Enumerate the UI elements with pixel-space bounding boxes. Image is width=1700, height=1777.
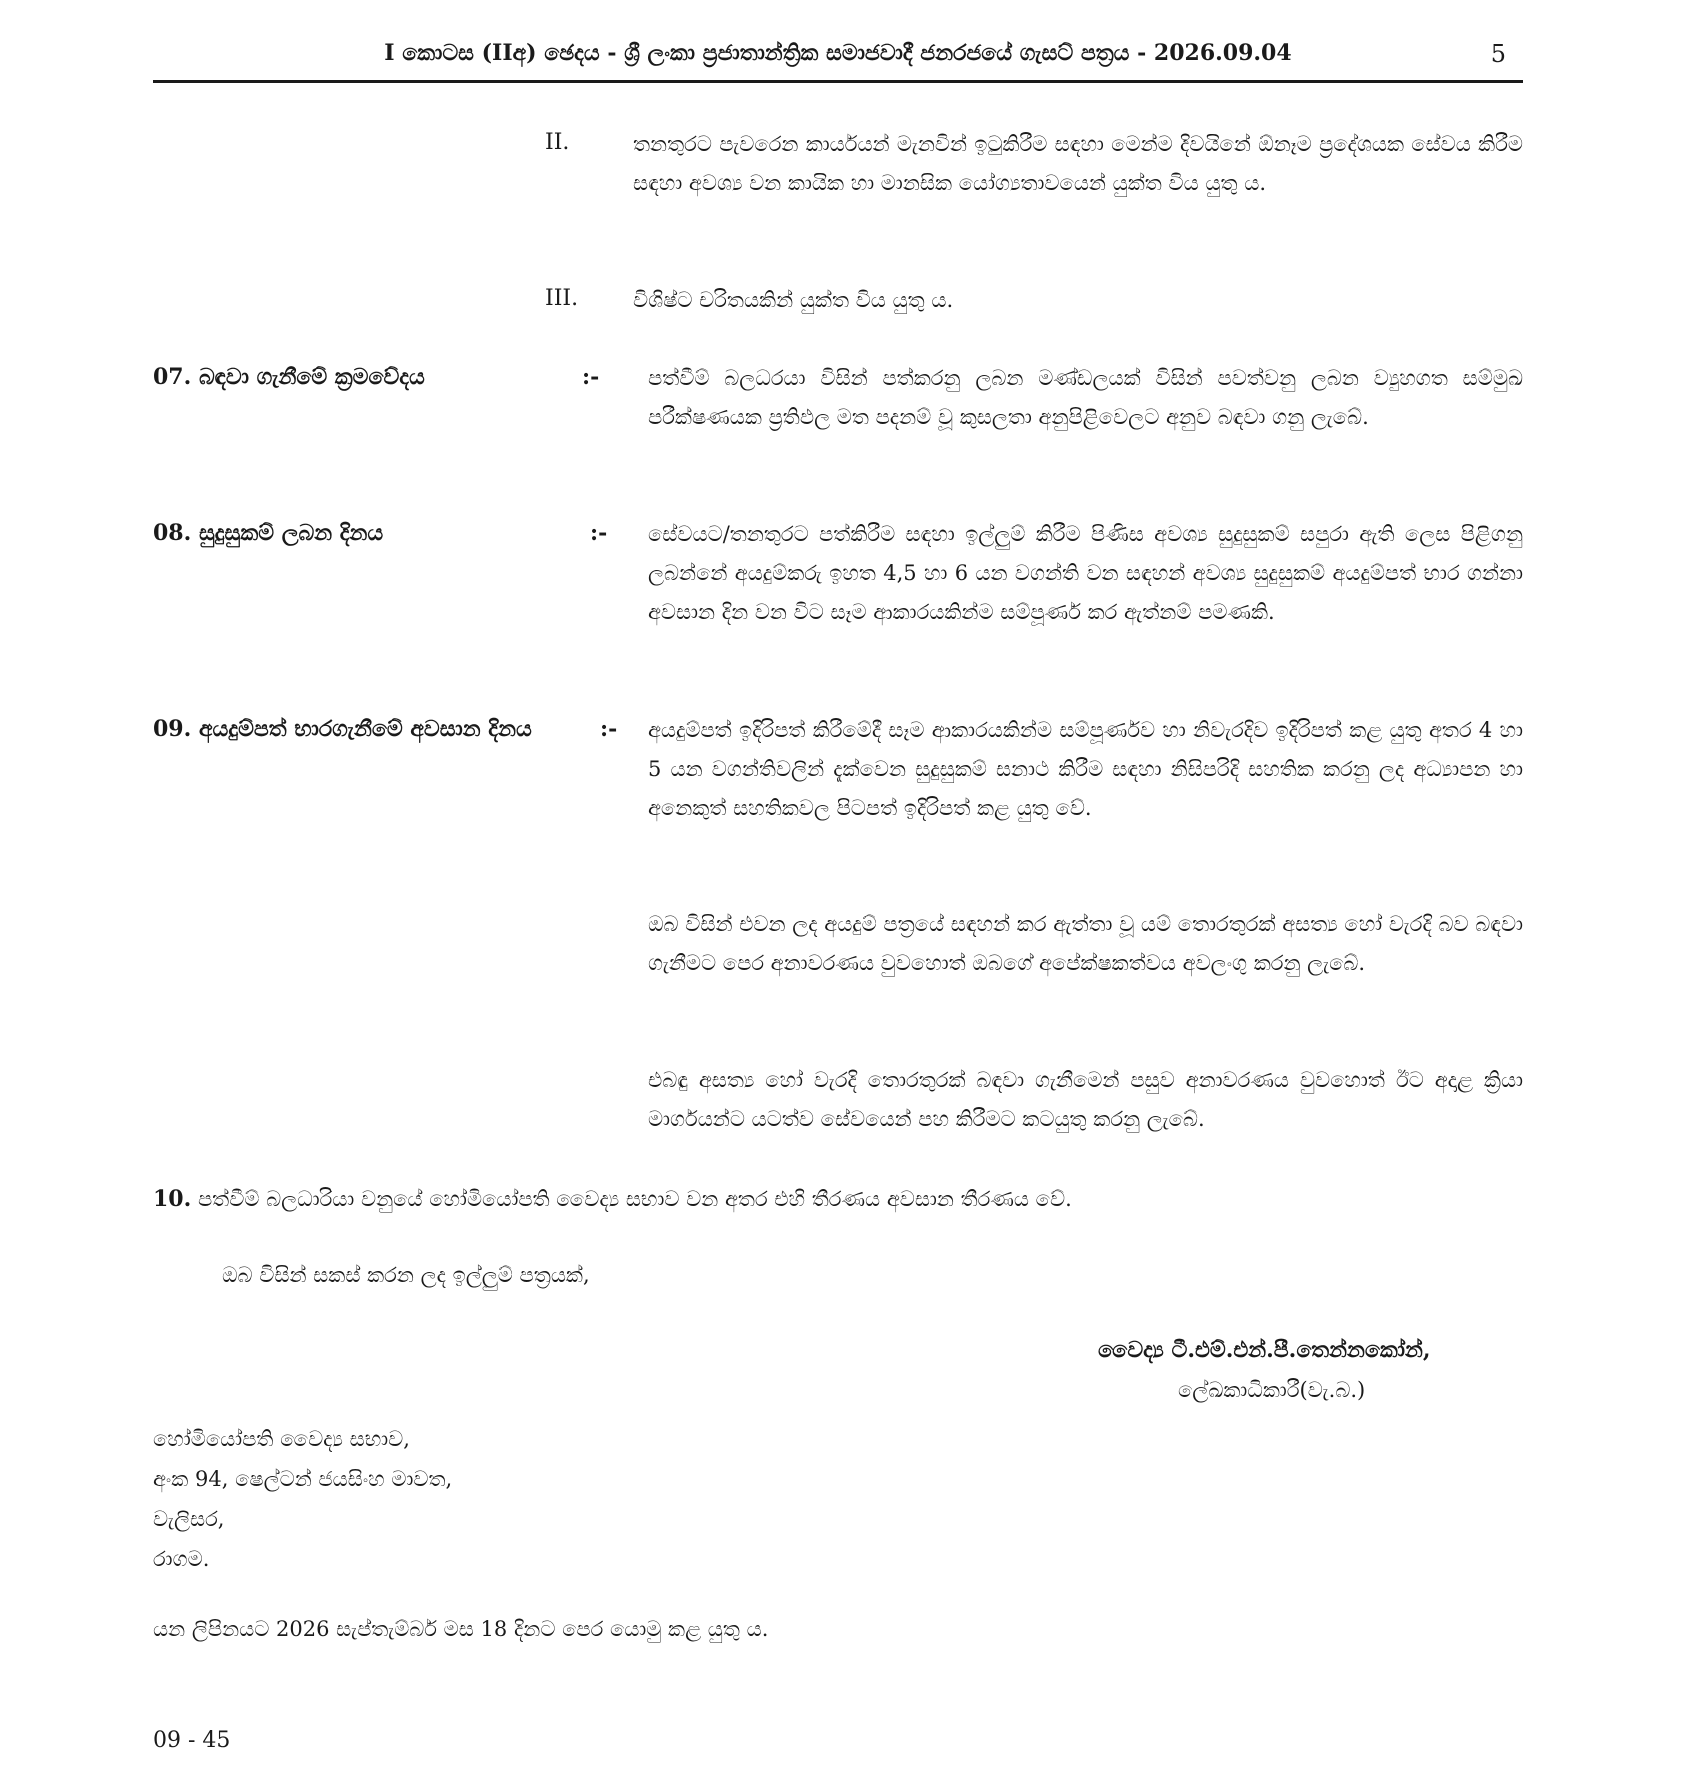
address-line: හෝමියෝපති වෛද්‍ය සභාව, (153, 1427, 410, 1451)
section-colon: :- (600, 716, 618, 742)
page-header-title: I කොටස (IIඅ) ඡෙදය - ශ්‍රී ලංකා ප්‍රජාතාන්ත්‍රික සමාජවාදී ජනරජයේ ගැසට් පත්‍රය - 2026.09.04 (384, 40, 1292, 66)
section-10-text: පත්වීම් බලධාරියා වනුයේ හෝමියෝපති වෛද්‍ය සභාව වන අතර එහි තීරණය අවසාන තීරණය වේ. (197, 1187, 1072, 1211)
requirement-text: විශිෂ්ට චරිතයකින් යුක්ත විය යුතු ය. (633, 288, 954, 312)
deadline-note: යන ලිපිනයට 2026 සැප්තැම්බර් මස 18 දිනට පෙර යොමු කළ යුතු ය. (153, 1617, 769, 1641)
page-number: 5 (1490, 40, 1506, 68)
section-heading (153, 716, 532, 742)
section-heading (153, 364, 425, 390)
section-10 (153, 1186, 1072, 1212)
section-heading (153, 520, 383, 546)
section-number: 10. (153, 1186, 192, 1212)
closing-intro: ඔබ විසින් සකස් කරන ලද ඉල්ලුම් පත්‍රයක්, (222, 1263, 590, 1287)
address-line: වැලිසර, (153, 1507, 225, 1531)
section-label: සුදුසුකම් ලබන දිනය (198, 520, 384, 546)
signatory-title: ලේඛකාධිකාරී(වැ.බ.) (1178, 1378, 1366, 1402)
section-label: බඳවා ගැනීමේ ක්‍රමවේදය (198, 364, 425, 390)
requirement-numeral: II. (545, 130, 570, 155)
section-paragraph: එබඳු අසත්‍ය හෝ වැරදි තොරතුරක් බඳවා ගැනීමෙන් පසුව අනාවරණය වුවහොත් ඊට අදාළ ක්‍රියා මාර්ගයන්ට යටත්ව සේවයෙන් පහ කිරීමට කටයුතු කරනු ලැබේ. (648, 1068, 1523, 1131)
section-colon: :- (590, 520, 608, 546)
section-number: 08. (153, 520, 192, 546)
footer-code: 09 - 45 (153, 1728, 231, 1753)
section-paragraph: පත්වීම් බලධරයා විසින් පත්කරනු ලබන මණ්ඩලයක් විසින් පවත්වනු ලබන ව්‍යුහගත සම්මුඛ පරීක්ෂණයක ප්‍රතිඵල මත පදනම් වූ කුසලතා අනුපිළිවෙලට අනුව බඳවා ගනු ලැබේ. (648, 366, 1523, 429)
section-colon: :- (582, 364, 600, 390)
address-line: අංක 94, ෂෙල්ටන් ජයසිංහ මාවත, (153, 1467, 453, 1491)
requirement-numeral: III. (545, 286, 579, 311)
header-divider (153, 80, 1523, 83)
section-paragraph: අයදුම්පත් ඉදිරිපත් කිරීමේදී සෑම ආකාරයකින්ම සම්පූර්ණව හා නිවැරදිව ඉදිරිපත් කළ යුතු අතර 4 හා 5 යන වගන්තිවලින් දැක්වෙන සුදුසුකම් සනාථ කිරීම සඳහා නිසිපරිදි සහතික කරනු ලද අධ්‍යාපන හා අනෙකුත් සහතිකවල පිටපත් ඉදිරිපත් කළ යුතු වේ. (648, 718, 1523, 820)
section-number: 09. (153, 716, 192, 742)
section-paragraph: ඔබ විසින් එවන ලද අයදුම් පත්‍රයේ සඳහන් කර ඇත්තා වූ යම් තොරතුරක් අසත්‍ය හෝ වැරදි බව බඳවා ගැනීමට පෙර අනාවරණය වුවහොත් ඔබගේ අපේක්ෂකත්වය අවලංගු කරනු ලැබේ. (648, 912, 1523, 975)
section-label: අයදුම්පත් භාරගැනීමේ අවසාන දිනය (198, 716, 532, 742)
requirement-text: තනතුරට පැවරෙන කාර්යයන් මැනවින් ඉටුකිරීම සඳහා මෙන්ම දිවයිනේ ඕනෑම ප්‍රදේශයක සේවය කිරීම සඳහා අවශ්‍ය වන කායික හා මානසික යෝග්‍යතාවයෙන් යුක්ත විය යුතු ය. (633, 132, 1523, 195)
section-number: 07. (153, 364, 192, 390)
signatory-name: වෛද්‍ය ටී.එම්.එන්.පී.තෙන්නකෝන්, (1098, 1337, 1431, 1363)
address-line: රාගම. (153, 1547, 210, 1571)
section-paragraph: සේවයට/තනතුරට පත්කිරීම සඳහා ඉල්ලුම් කිරීම පිණිස අවශ්‍ය සුදුසුකම් සපුරා ඇති ලෙස පිළිගනු ලබන්නේ අයදුම්කරු ඉහත 4,5 හා 6 යන වගන්ති වන සඳහන් අවශ්‍ය සුදුසුකම් අයදුම්පත් භාර ගන්නා අවසාන දින වන විට සෑම ආකාරයකින්ම සම්පූර්ණ කර ඇත්නම් පමණකි. (648, 522, 1523, 624)
